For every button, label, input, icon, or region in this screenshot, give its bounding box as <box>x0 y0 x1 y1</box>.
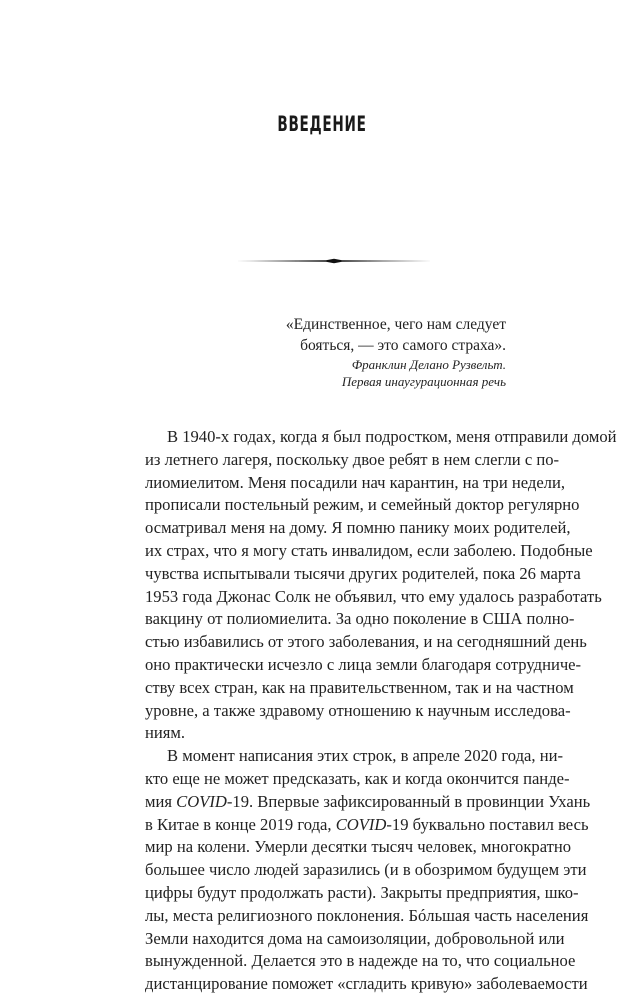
text-line: дистанцирование поможет «сгладить кривую» заболеваемости <box>145 974 588 994</box>
text-line: стью избавились от этого заболевания, и на сегодняшний день <box>145 632 587 652</box>
text-line: вакцину от полиомиелита. За одно поколение в США полно- <box>145 609 575 629</box>
text-line: чувства испытывали тысячи других родителей, пока 26 марта <box>145 563 581 583</box>
italic-term: COVID <box>335 814 387 834</box>
text-line: мир на колени. Умерли десятки тысяч человек, многократно <box>145 837 572 857</box>
epigraph-line: бояться, — это самого страха». <box>300 337 506 354</box>
text-line: лы, места религиозного поклонения. Бóльшая часть населения <box>145 905 589 925</box>
text-line: ниям. <box>145 723 186 743</box>
text-line: кто еще не может предсказать, как и когда окончится панде- <box>145 768 570 788</box>
paragraph <box>145 745 591 996</box>
text-line: большее число людей заразились (и в обозримом будущем эти <box>145 860 587 880</box>
text-line: Земли находится дома на самоизоляции, добровольной или <box>145 928 565 948</box>
italic-term: COVID <box>176 791 227 811</box>
ornamental-divider <box>236 258 432 264</box>
text-line: оно практически исчезло с лица земли благодаря сотрудниче- <box>145 654 582 674</box>
epigraph-author: Франклин Делано Рузвельт. <box>351 357 506 372</box>
text-line: мия COVID-19. Впервые зафиксированный в провинции Ухань <box>145 791 591 811</box>
epigraph-source: Первая инаугурационная речь <box>341 374 506 389</box>
text-line: в Китае в конце 2019 года, COVID-19 буквально поставил весь <box>145 814 589 834</box>
text-line: осматривал меня на дому. Я помню панику моих родителей, <box>145 518 571 538</box>
paragraph <box>145 426 617 745</box>
text-line: их страх, что я могу стать инвалидом, если заболею. Подобные <box>145 540 593 560</box>
text-line: из летнего лагеря, поскольку двое ребят в нем слегли с по- <box>145 449 560 469</box>
text-line: лиомиелитом. Меня посадили нач карантин, на три недели, <box>145 472 565 492</box>
chapter-title: ВВЕДЕНИЕ <box>277 112 367 136</box>
epigraph-line: «Единственное, чего нам следует <box>285 316 506 333</box>
text-line: 1953 года Джонас Солк не объявил, что ему удалось разработать <box>145 586 602 606</box>
text-line: В момент написания этих строк, в апреле 2020 года, ни- <box>167 746 563 766</box>
text-line: ству всех стран, как на правительственном, так и на частном <box>145 677 574 697</box>
text-line: В 1940-х годах, когда я был подростком, меня отправили домой <box>167 427 617 446</box>
text-line: прописали постельный режим, и семейный доктор регулярно <box>145 495 580 515</box>
epigraph <box>286 314 506 390</box>
body-text <box>145 426 617 996</box>
text-line: цифры будут продолжать расти). Закрыты предприятия, шко- <box>145 882 579 902</box>
text-line: вынужденной. Делается это в надежде на то, что социальное <box>145 951 576 971</box>
text-line: уровне, а также здравому отношению к научным исследова- <box>145 700 571 720</box>
